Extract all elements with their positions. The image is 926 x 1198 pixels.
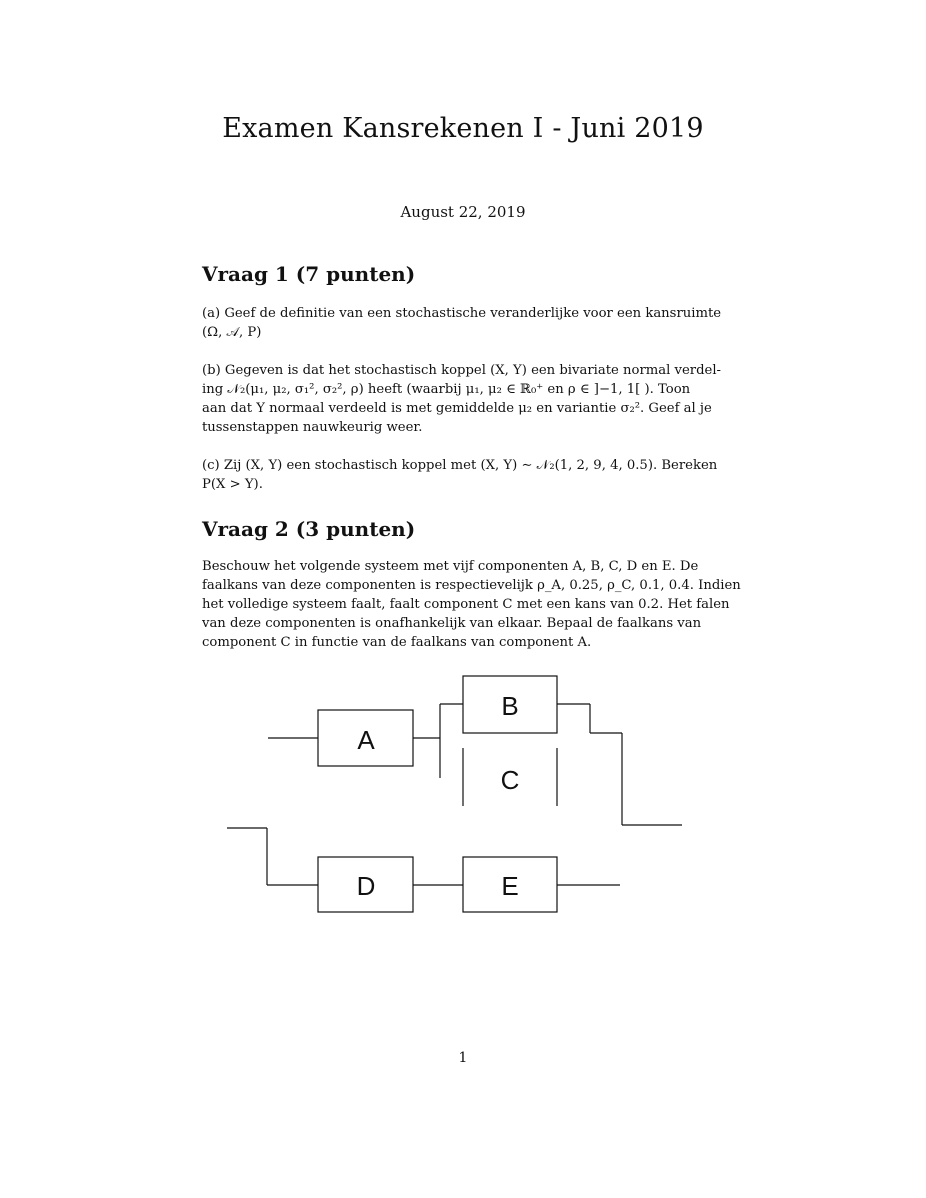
vraag1-heading: Vraag 1 (7 punten)	[202, 262, 416, 286]
vraag2-line-4: van deze componenten is onafhankelijk van elkaar. Bepaal de faalkans van	[202, 616, 702, 631]
document-title: Examen Kansrekenen I - Juni 2019	[222, 113, 704, 144]
vraag1-c-line-1: (c) Zij (X, Y) een stochastisch koppel met (X, Y) ∼ 𝒩₂(1, 2, 9, 4, 0.5). Bereken	[202, 458, 718, 473]
vraag2-line-5: component C in functie van de faalkans van component A.	[202, 635, 592, 650]
vraag1-b-line-1: (b) Gegeven is dat het stochastisch koppel (X, Y) een bivariate normal verdel-	[202, 363, 722, 378]
component-e-label: E	[501, 871, 519, 901]
vraag1-c-line-2: P(X > Y).	[202, 477, 263, 492]
component-c-label: C	[500, 765, 520, 795]
vraag1-b-line-2: ing 𝒩₂(μ₁, μ₂, σ₁², σ₂², ρ) heeft (waarbij μ₁, μ₂ ∈ ℝ₀⁺ en ρ ∈ ]−1, 1[ ). Toon	[202, 382, 691, 397]
component-b-label: B	[501, 691, 519, 721]
vraag2-line-3: het volledige systeem faalt, faalt component C met een kans van 0.2. Het falen	[202, 597, 730, 612]
document-date: August 22, 2019	[400, 203, 526, 221]
vraag1-a-line-1: (a) Geef de definitie van een stochastische veranderlijke voor een kansruimte	[202, 306, 722, 321]
vraag1-a-line-2: (Ω, 𝒜, P)	[202, 325, 262, 340]
vraag1-b-line-4: tussenstappen nauwkeurig weer.	[202, 420, 423, 435]
vraag2-line-1: Beschouw het volgende systeem met vijf componenten A, B, C, D en E. De	[202, 559, 699, 574]
vraag2-heading: Vraag 2 (3 punten)	[202, 517, 416, 541]
component-a-label: A	[357, 725, 375, 755]
component-d-label: D	[356, 871, 376, 901]
vraag1-b-line-3: aan dat Y normaal verdeeld is met gemiddelde μ₂ en variantie σ₂². Geef al je	[202, 401, 712, 416]
vraag2-line-2: faalkans van deze componenten is respectievelijk ρ_A, 0.25, ρ_C, 0.1, 0.4. Indien	[202, 578, 741, 593]
page-number: 1	[458, 1050, 468, 1066]
